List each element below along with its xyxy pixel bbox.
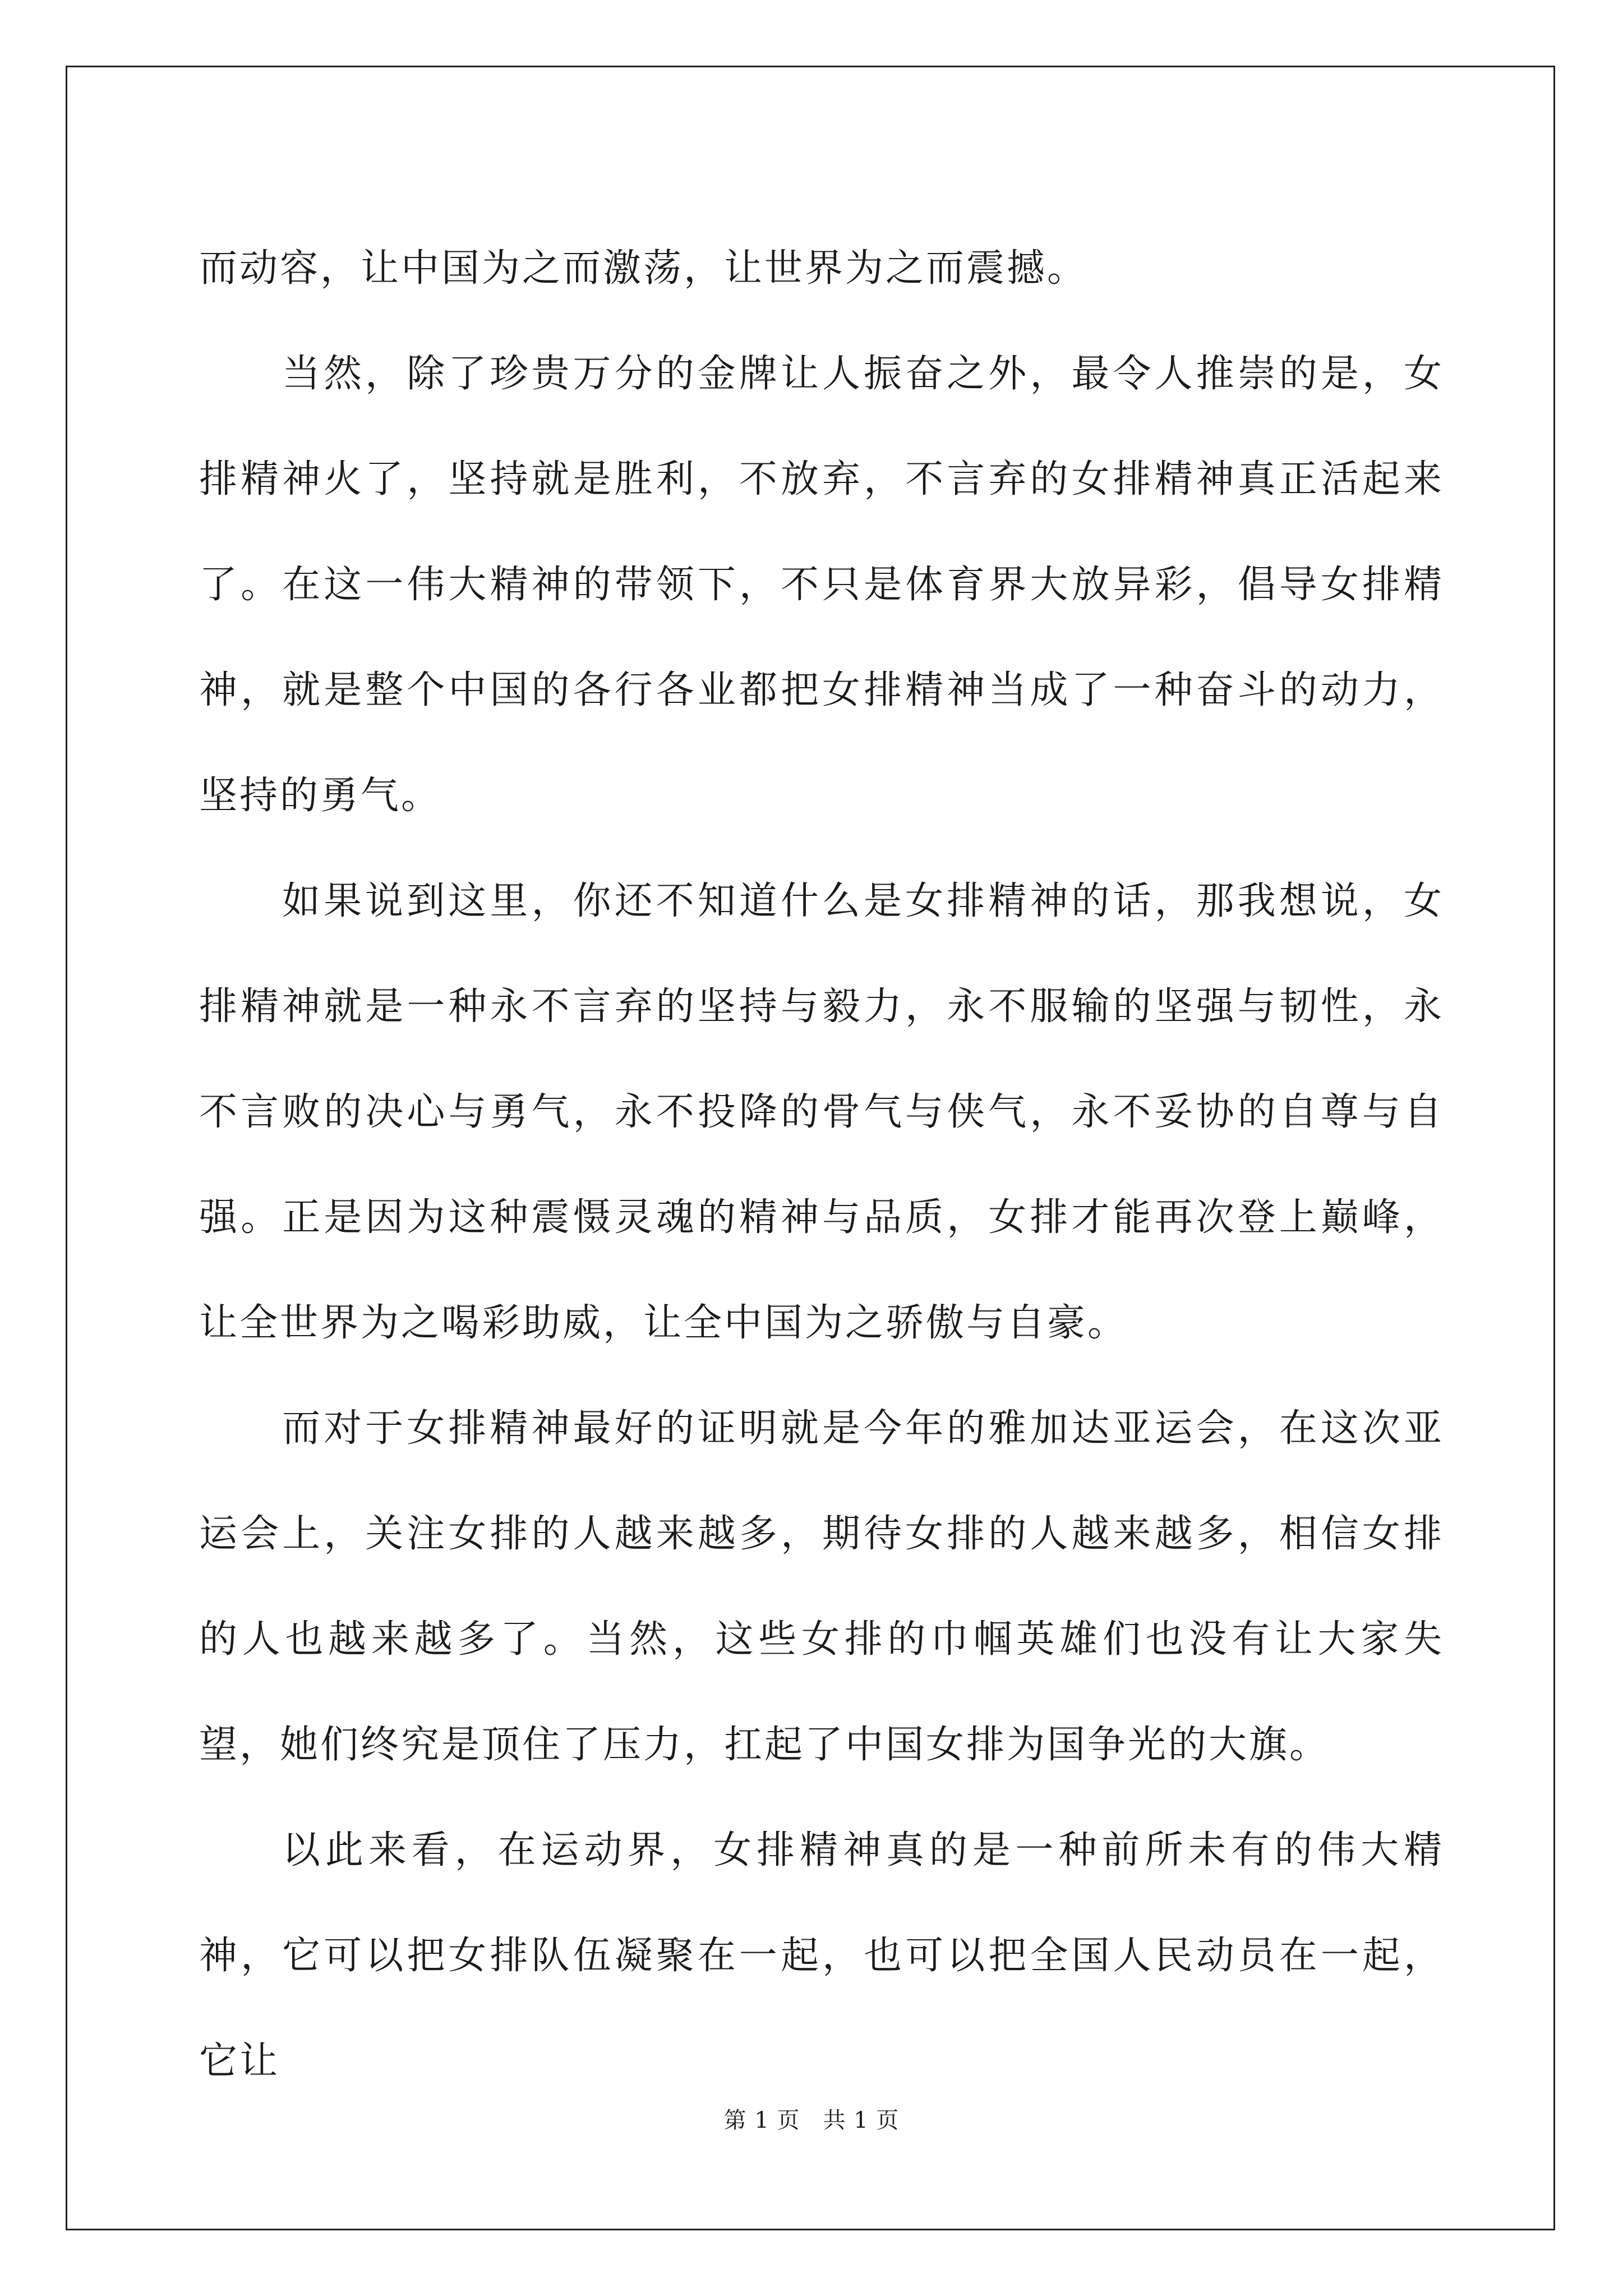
paragraph: 当然，除了珍贵万分的金牌让人振奋之外，最令人推崇的是，女排精神火了，坚持就是胜利，不放弃，不言弃的女排精神真正活起来了。在这一伟大精神的带领下，不只是体育界大放异彩，倡导女排精神，就是整个中国的各行各业都把女排精神当成了一种奋斗的动力，坚持的勇气。 bbox=[199, 352, 1444, 818]
paragraph: 而对于女排精神最好的证明就是今年的雅加达亚运会，在这次亚运会上，关注女排的人越来越多，期待女排的人越来越多，相信女排的人也越来越多了。当然，这些女排的巾帼英雄们也没有让大家失望，她们终究是顶住了压力，扛起了中国女排为国争光的大旗。 bbox=[199, 1406, 1444, 1767]
page-number-footer: 第 1 页 共 1 页 bbox=[723, 2108, 900, 2133]
document-body bbox=[199, 216, 1444, 2114]
paragraph: 如果说到这里，你还不知道什么是女排精神的话，那我想说，女排精神就是一种永不言弃的坚持与毅力，永不服输的坚强与韧性，永不言败的决心与勇气，永不投降的骨气与侠气，永不妥协的自尊与自强。正是因为这种震慑灵魂的精神与品质，女排才能再次登上巅峰，让全世界为之喝彩助威，让全中国为之骄傲与自豪。 bbox=[199, 879, 1444, 1345]
paragraph: 而动容，让中国为之而激荡，让世界为之而震撼。 bbox=[199, 246, 1088, 291]
paragraph: 以此来看，在运动界，女排精神真的是一种前所未有的伟大精神，它可以把女排队伍凝聚在一起，也可以把全国人民动员在一起，它让 bbox=[199, 1828, 1444, 2083]
